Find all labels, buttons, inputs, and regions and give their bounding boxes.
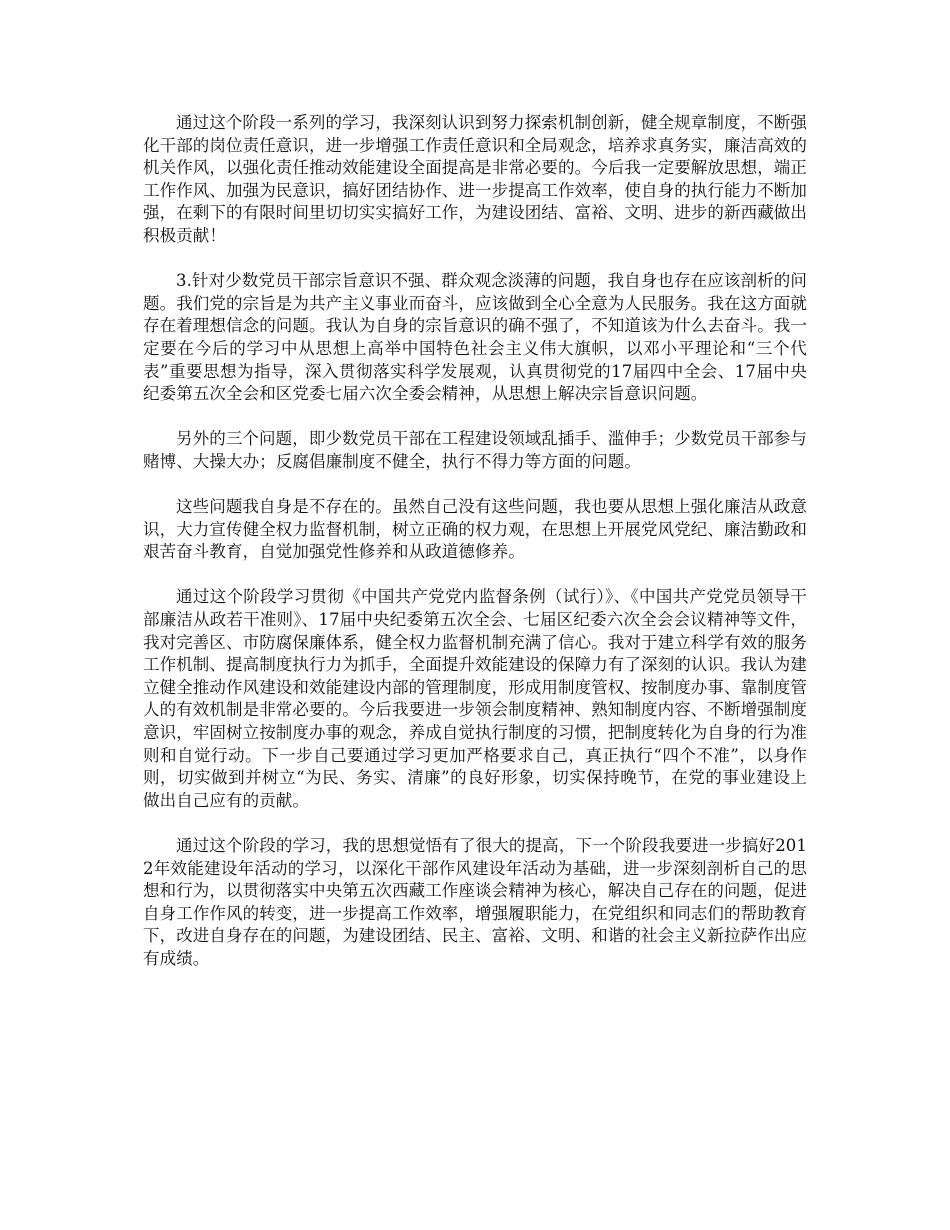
paragraph-4: 这些问题我自身是不存在的。虽然自己没有这些问题，我也要从思想上强化廉洁从政意识，大力宣传健全权力监督机制，树立正确的权力观，在思想上开展党风党纪、廉洁勤政和艰苦奋斗教育，自觉加强党性修养和从政道德修养。 xyxy=(143,497,807,562)
paragraph-2: 3.针对少数党员干部宗旨意识不强、群众观念淡薄的问题，我自身也存在应该剖析的问题。我们党的宗旨是为共产主义事业而奋斗，应该做到全心全意为人民服务。我在这方面就存在着理想信念的问题。我认为自身的宗旨意识的确不强了，不知道该为什么去奋斗。我一定要在今后的学习中从思想上高举中国特色社会主义伟大旗帜，以邓小平理论和“三个代表”重要思想为指导，深入贯彻落实科学发展观，认真贯彻党的17届四中全会、17届中央纪委第五次全会和区党委七届六次全委会精神，从思想上解决宗旨意识问题。 xyxy=(143,271,807,404)
document-body xyxy=(143,112,807,971)
paragraph-3: 另外的三个问题，即少数党员干部在工程建设领域乱插手、滥伸手；少数党员干部参与赌博、大操大办；反腐倡廉制度不健全，执行不得力等方面的问题。 xyxy=(143,429,807,471)
paragraph-5: 通过这个阶段学习贯彻《中国共产党党内监督条例（试行）》、《中国共产党党员领导干部廉洁从政若干准则》、17届中央纪委第五次全会、七届区纪委六次全会会议精神等文件，我对完善区、市防腐保廉体系，健全权力监督机制充满了信心。我对于建立科学有效的服务工作机制、提高制度执行力为抓手，全面提升效能建设的保障力有了深刻的认识。我认为建立健全推动作风建设和效能建设内部的管理制度，形成用制度管权、按制度办事、靠制度管人的有效机制是非常必要的。今后我要进一步领会制度精神、熟知制度内容、不断增强制度意识，牢固树立按制度办事的观念，养成自觉执行制度的习惯，把制度转化为自身的行为准则和自觉行动。下一步自己要通过学习更加严格要求自己，真正执行“四个不准”，以身作则，切实做到并树立“为民、务实、清廉”的良好形象，切实保持晚节，在党的事业建设上做出自己应有的贡献。 xyxy=(143,587,807,810)
paragraph-1: 通过这个阶段一系列的学习，我深刻认识到努力探索机制创新，健全规章制度，不断强化干部的岗位责任意识，进一步增强工作责任意识和全局观念，培养求真务实，廉洁高效的机关作风，以强化责任推动效能建设全面提高是非常必要的。今后我一定要解放思想，端正工作作风、加强为民意识，搞好团结协作、进一步提高工作效率，使自身的执行能力不断加强，在剩下的有限时间里切切实实搞好工作，为建设团结、富裕、文明、进步的新西藏做出积极贡献！ xyxy=(143,113,807,245)
paragraph-6: 通过这个阶段的学习，我的思想觉悟有了很大的提高，下一个阶段我要进一步搞好2012年效能建设年活动的学习，以深化干部作风建设年活动为基础，进一步深刻剖析自己的思想和行为，以贯彻落实中央第五次西藏工作座谈会精神为核心，解决自己存在的问题，促进自身工作作风的转变，进一步提高工作效率，增强履职能力，在党组织和同志们的帮助教育下，改进自身存在的问题，为建设团结、民主、富裕、文明、和谐的社会主义新拉萨作出应有成绩。 xyxy=(143,836,807,968)
